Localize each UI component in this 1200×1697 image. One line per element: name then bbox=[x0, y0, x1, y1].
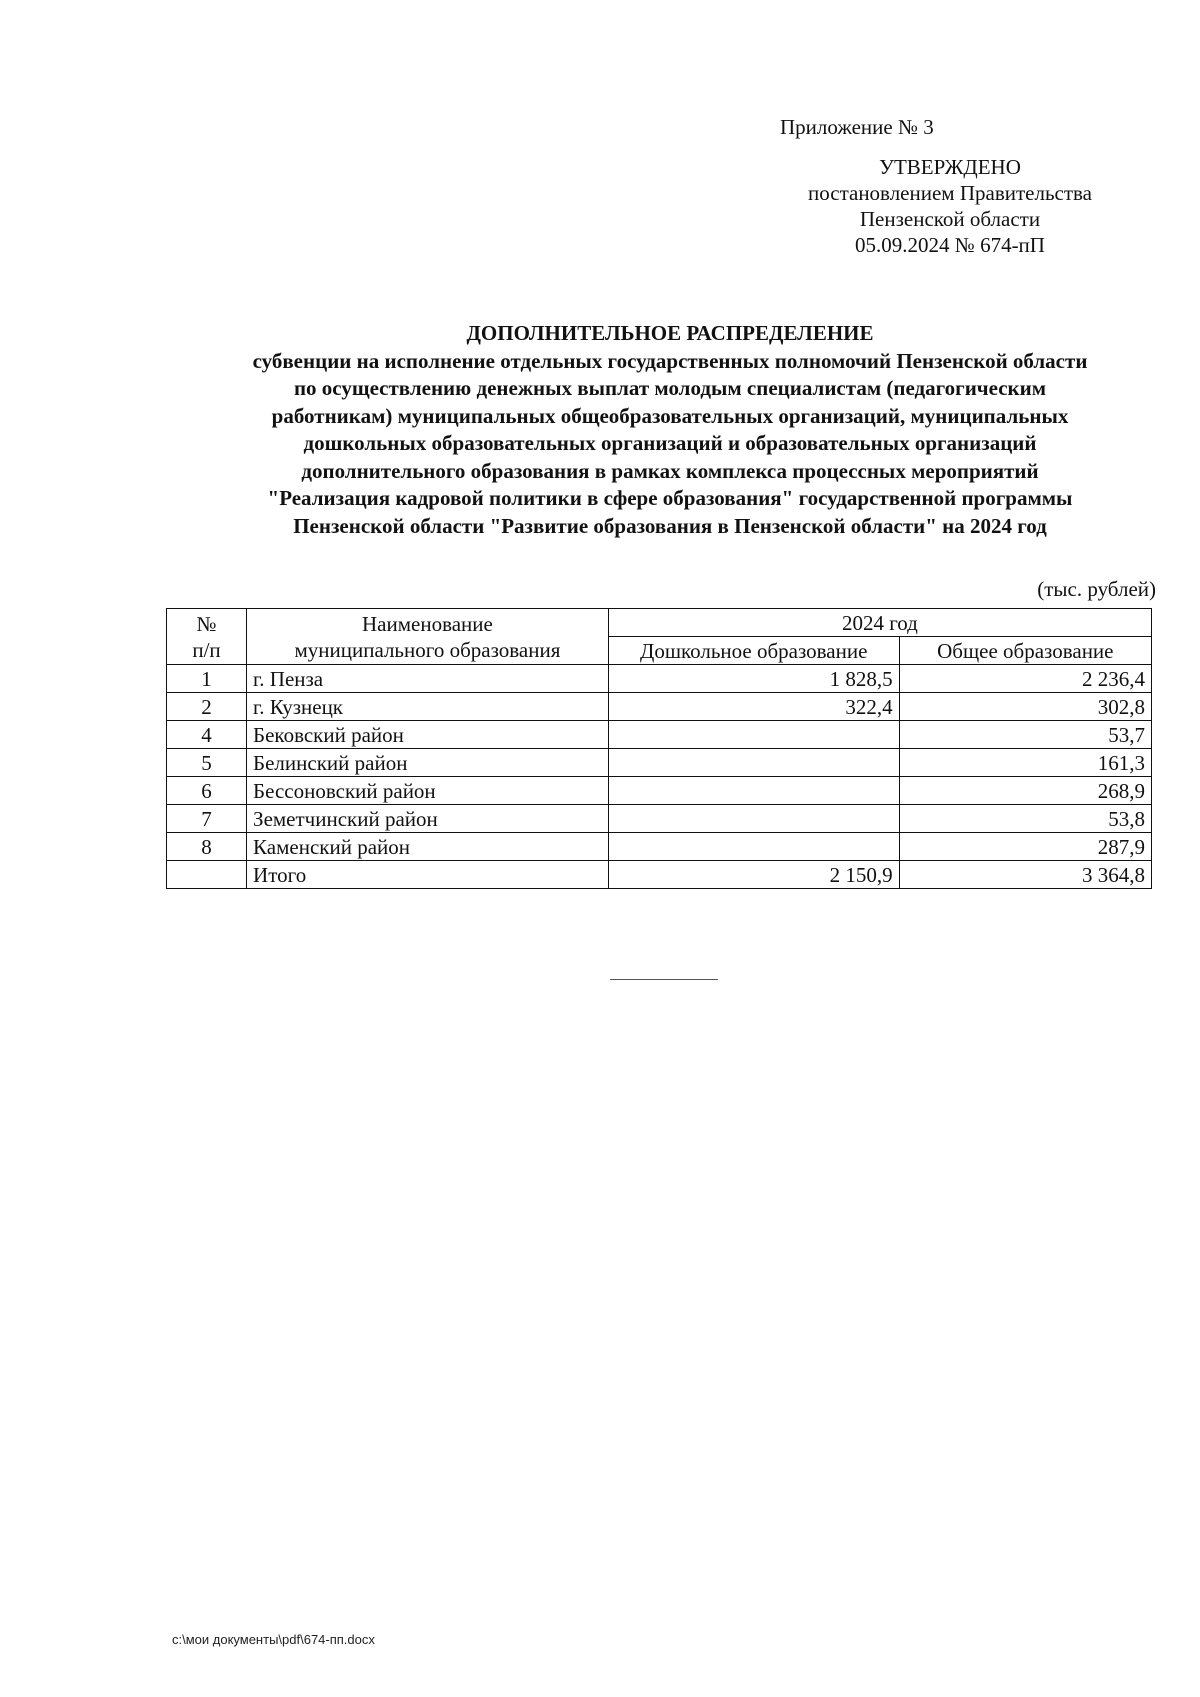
header-number bbox=[167, 609, 247, 665]
table-row bbox=[167, 693, 1152, 721]
table-row bbox=[167, 721, 1152, 749]
row-number: 7 bbox=[167, 805, 247, 833]
row-municipality: Земетчинский район bbox=[247, 805, 609, 833]
header-preschool: Дошкольное образование bbox=[608, 637, 899, 665]
row-general-value: 2 236,4 bbox=[899, 665, 1151, 693]
row-number: 1 bbox=[167, 665, 247, 693]
file-path-footer: c:\мои документы\pdf\674-пп.docx bbox=[172, 1632, 375, 1647]
title-line: по осуществлению денежных выплат молодым специалистам (педагогическим bbox=[293, 376, 1047, 400]
row-general-value: 53,8 bbox=[899, 805, 1151, 833]
row-preschool-value bbox=[608, 833, 899, 861]
approval-line-approved: УТВЕРЖДЕНО bbox=[879, 155, 1021, 179]
row-general-value: 302,8 bbox=[899, 693, 1151, 721]
row-preschool-value bbox=[608, 777, 899, 805]
row-preschool-value bbox=[608, 749, 899, 777]
row-number: 5 bbox=[167, 749, 247, 777]
total-general-value: 3 364,8 bbox=[899, 861, 1151, 889]
header-general: Общее образование bbox=[899, 637, 1151, 665]
header-year: 2024 год bbox=[608, 609, 1151, 637]
table-row bbox=[167, 805, 1152, 833]
row-municipality: Каменский район bbox=[247, 833, 609, 861]
title-line: дополнительного образования в рамках комплекса процессных мероприятий bbox=[301, 458, 1039, 483]
total-label: Итого bbox=[247, 861, 609, 889]
title-line: "Реализация кадровой политики в сфере образования" государственной программы bbox=[267, 486, 1073, 510]
row-number: 8 bbox=[167, 833, 247, 861]
title-line: дошкольных образовательных организаций и образовательных организаций bbox=[303, 431, 1037, 455]
table-total-row bbox=[167, 861, 1152, 889]
table-row bbox=[167, 749, 1152, 777]
row-preschool-value bbox=[608, 805, 899, 833]
header-number-line2: п/п bbox=[192, 637, 221, 662]
row-municipality: г. Кузнецк bbox=[247, 693, 609, 721]
total-preschool-value: 2 150,9 bbox=[608, 861, 899, 889]
approval-stamp bbox=[770, 154, 1130, 258]
row-number: 6 bbox=[167, 777, 247, 805]
header-number-line1: № bbox=[196, 611, 217, 636]
approval-line-decree: постановлением Правительства bbox=[807, 181, 1092, 205]
approval-line-date: 05.09.2024 № 674-пП bbox=[855, 233, 1045, 257]
header-municipality-line1: Наименование bbox=[362, 611, 493, 636]
row-general-value: 268,9 bbox=[899, 777, 1151, 805]
row-municipality: г. Пенза bbox=[247, 665, 609, 693]
title-line: субвенции на исполнение отдельных государственных полномочий Пензенской области bbox=[252, 348, 1088, 373]
header-municipality-line2: муниципального образования bbox=[294, 637, 561, 662]
row-preschool-value: 1 828,5 bbox=[608, 665, 899, 693]
table-row bbox=[167, 665, 1152, 693]
title-line: Пензенской области "Развитие образования в Пензенской области" на 2024 год bbox=[293, 513, 1047, 538]
row-general-value: 161,3 bbox=[899, 749, 1151, 777]
end-separator-line bbox=[610, 979, 718, 980]
appendix-number: Приложение № 3 bbox=[780, 115, 934, 139]
row-municipality: Бековский район bbox=[247, 721, 609, 749]
row-general-value: 287,9 bbox=[899, 833, 1151, 861]
row-preschool-value: 322,4 bbox=[608, 693, 899, 721]
row-municipality: Белинский район bbox=[247, 749, 609, 777]
table-header-row bbox=[167, 609, 1152, 637]
table-row bbox=[167, 777, 1152, 805]
table-row bbox=[167, 833, 1152, 861]
row-municipality: Бессоновский район bbox=[247, 777, 609, 805]
row-number: 4 bbox=[167, 721, 247, 749]
distribution-table bbox=[166, 608, 1152, 889]
header-municipality bbox=[247, 609, 609, 665]
total-number bbox=[167, 861, 247, 889]
document-title bbox=[130, 320, 1200, 540]
row-general-value: 53,7 bbox=[899, 721, 1151, 749]
row-preschool-value bbox=[608, 721, 899, 749]
approval-line-region: Пензенской области bbox=[859, 207, 1041, 231]
title-heading: ДОПОЛНИТЕЛЬНОЕ РАСПРЕДЕЛЕНИЕ bbox=[466, 321, 874, 345]
row-number: 2 bbox=[167, 693, 247, 721]
title-line: работникам) муниципальных общеобразовательных организаций, муниципальных bbox=[271, 403, 1069, 428]
units-label: (тыс. рублей) bbox=[1037, 577, 1156, 601]
